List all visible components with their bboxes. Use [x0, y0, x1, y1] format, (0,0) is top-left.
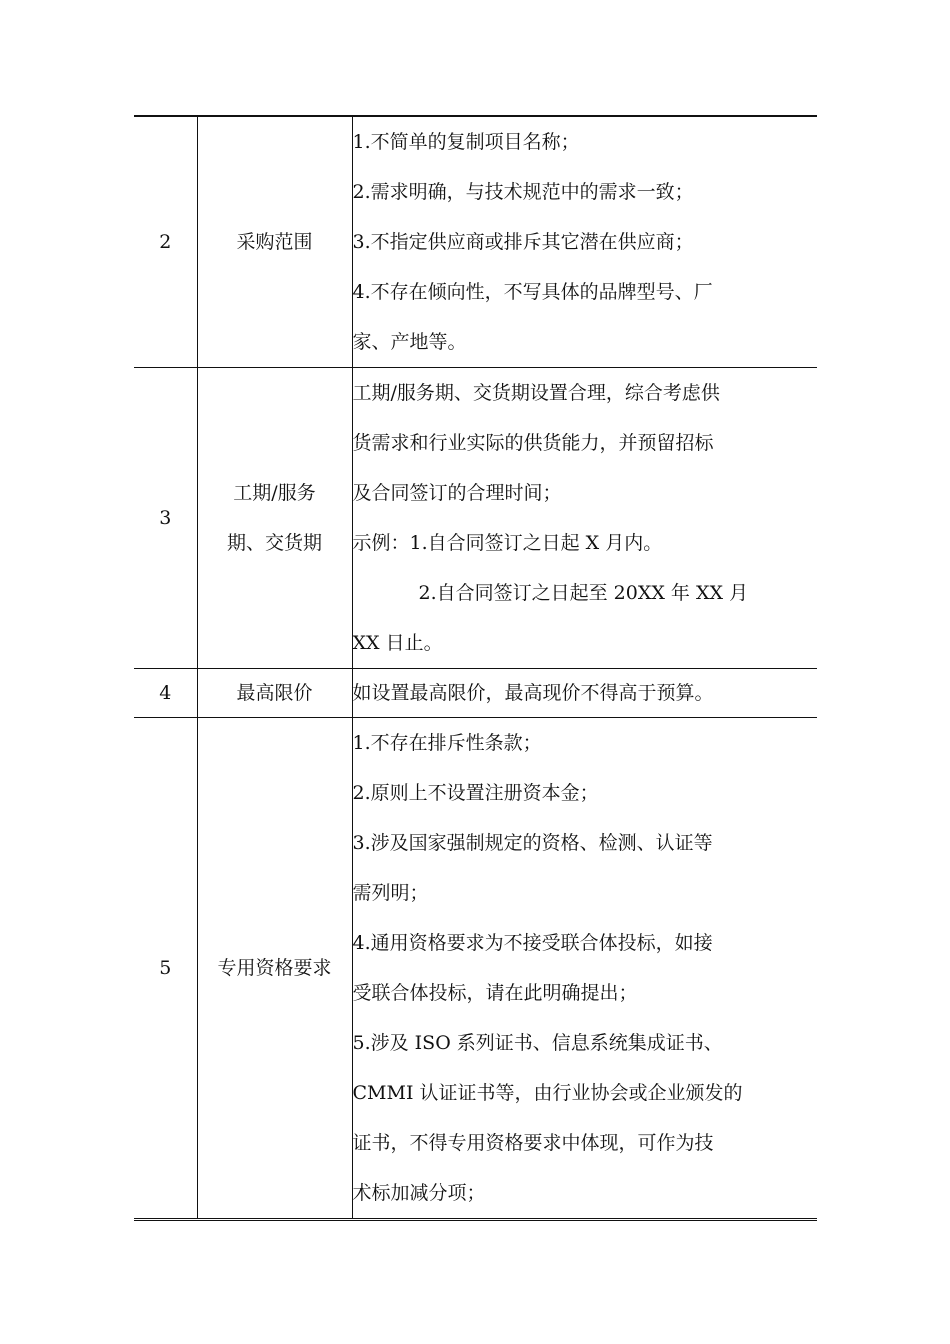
- requirement-line: 工期/服务期、交货期设置合理，综合考虑供: [352, 382, 720, 404]
- requirement-line: CMMI 认证证书等，由行业协会或企业颁发的: [352, 1082, 743, 1104]
- requirement-line: 2.原则上不设置注册资本金；: [352, 782, 599, 804]
- item-name-line: 期、交货期: [226, 532, 322, 554]
- requirement-line: 如设置最高限价，最高现价不得高于预算。: [352, 682, 714, 704]
- requirement-line: XX 日止。: [352, 632, 443, 654]
- requirement-line: 5.涉及 ISO 系列证书、信息系统集成证书、: [352, 1032, 723, 1054]
- row-number: 2: [134, 116, 197, 368]
- table-row: [134, 669, 817, 718]
- requirement-line: 1.不简单的复制项目名称；: [352, 131, 580, 153]
- requirement-text: [352, 368, 817, 669]
- requirements-table: [134, 115, 817, 1221]
- requirement-line: 货需求和行业实际的供货能力，并预留招标: [352, 432, 714, 454]
- requirement-line: 4.通用资格要求为不接受联合体投标，如接: [352, 932, 713, 954]
- requirement-line: 家、产地等。: [352, 331, 467, 353]
- requirement-text: [352, 718, 817, 1220]
- requirement-line: 2.需求明确，与技术规范中的需求一致；: [352, 181, 694, 203]
- requirement-line: 3.涉及国家强制规定的资格、检测、认证等: [352, 832, 713, 854]
- item-name-line: 工期/服务: [233, 482, 316, 504]
- requirement-line: 及合同签订的合理时间；: [352, 482, 562, 504]
- requirement-text: [352, 116, 817, 368]
- item-name-line: 专用资格要求: [217, 957, 332, 979]
- table-row: [134, 368, 817, 669]
- item-name-line: 采购范围: [236, 231, 313, 253]
- item-name: [197, 718, 352, 1220]
- table-row: [134, 116, 817, 368]
- item-name: [197, 669, 352, 718]
- requirement-line: 受联合体投标，请在此明确提出；: [352, 982, 638, 1004]
- requirement-text: [352, 669, 817, 718]
- requirement-line: 2.自合同签订之日起至 20XX 年 XX 月: [418, 582, 749, 604]
- row-number: 3: [134, 368, 197, 669]
- requirement-line: 需列明；: [352, 882, 429, 904]
- requirement-line: 1.不存在排斥性条款；: [352, 732, 542, 754]
- table-row: [134, 718, 817, 1220]
- requirement-line: 术标加减分项；: [352, 1182, 486, 1204]
- requirement-line: 3.不指定供应商或排斥其它潜在供应商；: [352, 231, 694, 253]
- row-number: 4: [134, 669, 197, 718]
- requirement-line: 4.不存在倾向性，不写具体的品牌型号、厂: [352, 281, 713, 303]
- requirement-line: 证书，不得专用资格要求中体现，可作为技: [352, 1132, 714, 1154]
- row-number: 5: [134, 718, 197, 1220]
- requirement-line: 示例：1.自合同签订之日起 X 月内。: [352, 532, 663, 554]
- item-name: [197, 368, 352, 669]
- item-name: [197, 116, 352, 368]
- item-name-line: 最高限价: [236, 681, 313, 704]
